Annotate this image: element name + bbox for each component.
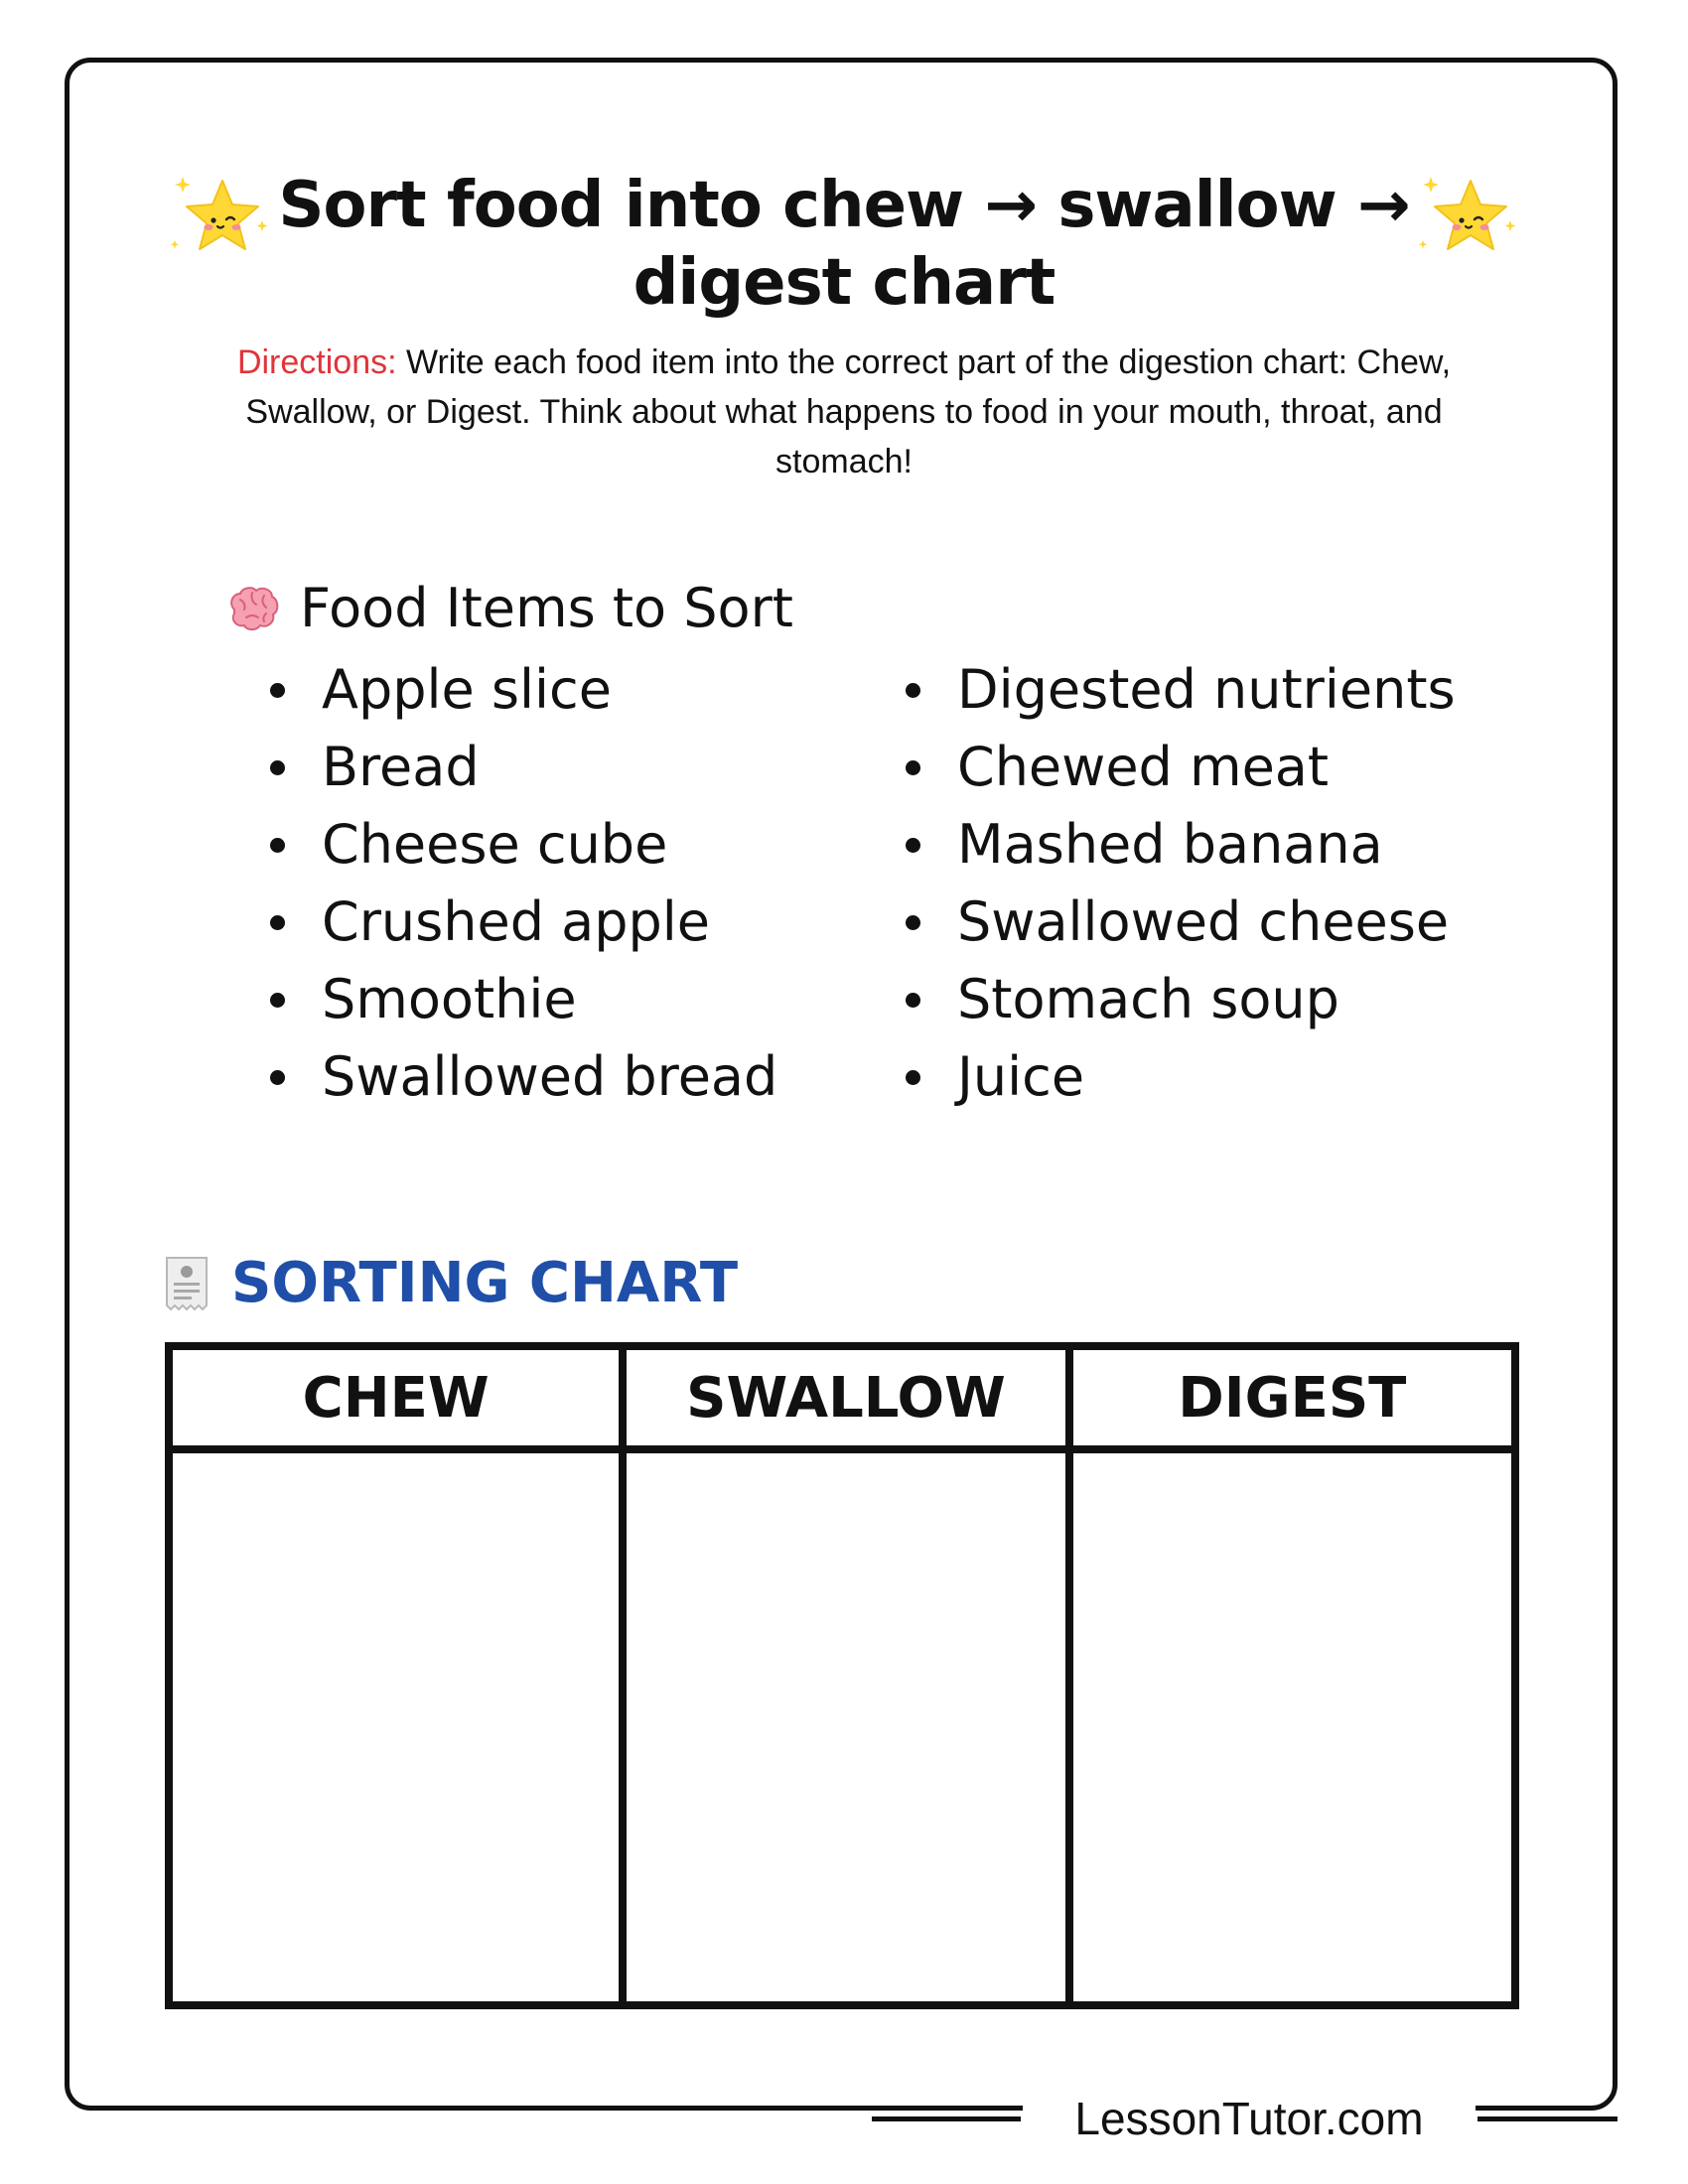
title-line-1: Sort food into chew → swallow → xyxy=(278,169,1410,242)
footer-divider xyxy=(1477,2116,1618,2121)
bullet xyxy=(270,683,285,698)
food-item-label: Mashed banana xyxy=(957,813,1383,876)
swallow-writing-area[interactable] xyxy=(619,1453,1064,2001)
digest-writing-area[interactable] xyxy=(1065,1453,1511,2001)
directions-label: Directions: xyxy=(236,343,397,381)
food-item-label: Apple slice xyxy=(322,658,612,721)
food-item-label: Crushed apple xyxy=(322,890,711,953)
bullet xyxy=(906,760,920,775)
food-item xyxy=(260,884,777,961)
food-item-label: Bread xyxy=(322,736,480,798)
food-item xyxy=(896,884,1456,961)
sorting-chart-table xyxy=(165,1342,1519,2009)
bullet xyxy=(906,838,920,853)
food-list-right xyxy=(896,651,1456,1116)
food-items-heading xyxy=(226,574,793,643)
food-item-label: Chewed meat xyxy=(957,736,1330,798)
sorting-chart-heading-text: SORTING CHART xyxy=(231,1251,739,1315)
food-item xyxy=(896,1038,1456,1116)
food-item-label: Digested nutrients xyxy=(957,658,1456,721)
directions xyxy=(233,338,1455,486)
bullet xyxy=(906,993,920,1008)
bullet xyxy=(270,838,285,853)
food-item-label: Swallowed cheese xyxy=(957,890,1450,953)
bullet xyxy=(906,1070,920,1085)
document-icon xyxy=(164,1255,210,1312)
food-items-heading-text: Food Items to Sort xyxy=(300,577,793,639)
food-item-label: Stomach soup xyxy=(957,968,1339,1030)
column-header-swallow: SWALLOW xyxy=(619,1350,1064,1453)
food-item xyxy=(260,1038,777,1116)
brain-icon xyxy=(226,584,280,633)
food-item xyxy=(896,729,1456,806)
title-line-2: digest chart xyxy=(633,246,1055,320)
bullet xyxy=(906,915,920,930)
food-item-label: Smoothie xyxy=(322,968,577,1030)
food-item-label: Juice xyxy=(957,1045,1085,1108)
bullet xyxy=(270,760,285,775)
bullet xyxy=(906,683,920,698)
sorting-chart-heading xyxy=(164,1249,738,1318)
bullet xyxy=(270,993,285,1008)
directions-text: Write each food item into the correct part of the digestion chart: Chew, Swallow, or Digest. Think about what happens to food in your mouth, throat, and stomach! xyxy=(245,343,1452,480)
food-list-left xyxy=(260,651,777,1116)
food-item-label: Swallowed bread xyxy=(322,1045,778,1108)
worksheet-title xyxy=(248,167,1440,322)
food-item xyxy=(260,651,777,729)
food-item-label: Cheese cube xyxy=(322,813,668,876)
food-item xyxy=(896,961,1456,1038)
food-item xyxy=(260,729,777,806)
footer-site: LessonTutor.com xyxy=(1023,2089,1476,2148)
food-item xyxy=(896,651,1456,729)
chew-writing-area[interactable] xyxy=(173,1453,619,2001)
bullet xyxy=(270,915,285,930)
food-item xyxy=(260,961,777,1038)
food-item xyxy=(896,806,1456,884)
column-header-chew: CHEW xyxy=(173,1350,619,1453)
footer-divider xyxy=(872,2116,1021,2121)
food-item xyxy=(260,806,777,884)
column-header-digest: DIGEST xyxy=(1065,1350,1511,1453)
bullet xyxy=(270,1070,285,1085)
